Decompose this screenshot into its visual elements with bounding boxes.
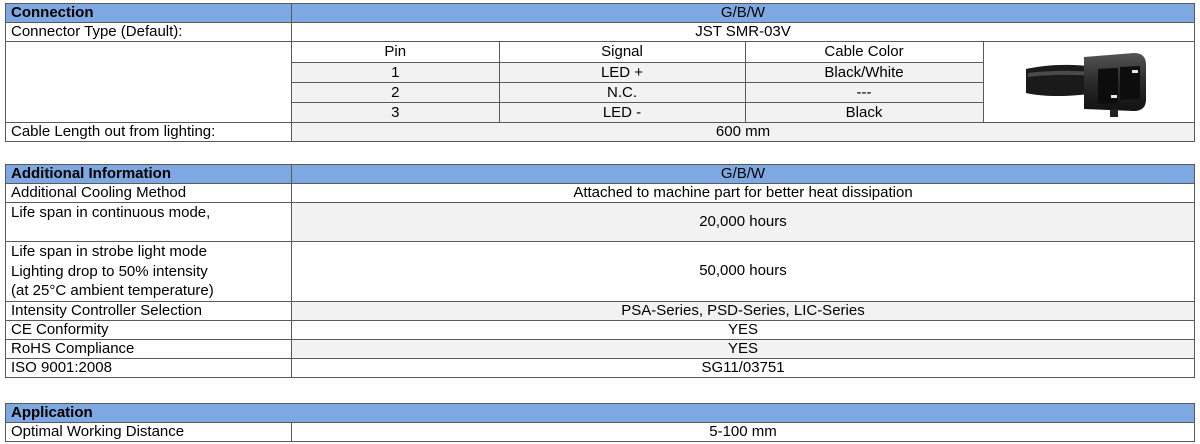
- info-value: PSA-Series, PSD-Series, LIC-Series: [292, 301, 1195, 320]
- cable-length-label: Cable Length out from lighting:: [6, 123, 292, 142]
- additional-header-value: G/B/W: [292, 165, 1195, 184]
- application-label: Optimal Working Distance: [6, 423, 292, 442]
- info-row-iso: [6, 358, 1195, 377]
- info-label: Additional Cooling Method: [6, 184, 292, 203]
- pin-header-signal: Signal: [499, 42, 745, 62]
- pin-table: [292, 42, 1194, 122]
- info-value: Attached to machine part for better heat dissipation: [292, 184, 1195, 203]
- info-row-ce: [6, 320, 1195, 339]
- pin-cable-color: Black: [745, 102, 983, 122]
- info-value: YES: [292, 320, 1195, 339]
- pin-number: 2: [292, 82, 499, 102]
- application-row-distance: [6, 423, 1195, 442]
- info-row-controller: [6, 301, 1195, 320]
- pin-cable-color: Black/White: [745, 62, 983, 82]
- pin-header-pin: Pin: [292, 42, 499, 62]
- application-value: 5-100 mm: [292, 423, 1195, 442]
- info-label: Life span in continuous mode,: [6, 203, 292, 242]
- info-label-line: Lighting drop to 50% intensity: [11, 262, 208, 280]
- pin-table-cell: [292, 42, 1195, 123]
- info-label: CE Conformity: [6, 320, 292, 339]
- connection-header-value: G/B/W: [292, 4, 1195, 23]
- connection-table: [5, 3, 1195, 142]
- pin-signal: LED +: [499, 62, 745, 82]
- additional-info-table: [5, 164, 1195, 378]
- cable-length-value: 600 mm: [292, 123, 1195, 142]
- connector-type-value: JST SMR-03V: [292, 23, 1195, 42]
- application-header-row: [6, 404, 1195, 423]
- connection-header-label: Connection: [6, 4, 292, 23]
- pin-table-header: [292, 42, 1194, 62]
- pin-number: 1: [292, 62, 499, 82]
- info-label-line: (at 25°C ambient temperature): [11, 282, 214, 299]
- info-row-cooling: [6, 184, 1195, 203]
- info-row-lifespan-continuous: [6, 203, 1195, 242]
- info-label-line: Life span in strobe light mode: [11, 243, 207, 260]
- info-label-multiline: [6, 242, 292, 302]
- info-value: 50,000 hours: [292, 242, 1195, 302]
- additional-header-label: Additional Information: [6, 165, 292, 184]
- pin-signal: N.C.: [499, 82, 745, 102]
- pin-table-row: [6, 42, 1195, 123]
- info-label: ISO 9001:2008: [6, 358, 292, 377]
- cable-length-row: [6, 123, 1195, 142]
- connector-image-cell: [983, 42, 1194, 122]
- connector-type-label: Connector Type (Default):: [6, 23, 292, 42]
- additional-header-row: [6, 165, 1195, 184]
- info-value: SG11/03751: [292, 358, 1195, 377]
- pin-cable-color: ---: [745, 82, 983, 102]
- info-label: RoHS Compliance: [6, 339, 292, 358]
- pin-table-spacer: [6, 42, 292, 123]
- application-header-label: Application: [6, 404, 1195, 423]
- pin-signal: LED -: [499, 102, 745, 122]
- pin-header-cable-color: Cable Color: [745, 42, 983, 62]
- application-table: [5, 403, 1195, 442]
- info-row-rohs: [6, 339, 1195, 358]
- pin-number: 3: [292, 102, 499, 122]
- info-value: YES: [292, 339, 1195, 358]
- info-row-lifespan-strobe: [6, 242, 1195, 302]
- connection-header-row: [6, 4, 1195, 23]
- jst-connector-icon: [1014, 43, 1164, 121]
- connector-type-row: [6, 23, 1195, 42]
- info-value: 20,000 hours: [292, 203, 1195, 242]
- info-label: Intensity Controller Selection: [6, 301, 292, 320]
